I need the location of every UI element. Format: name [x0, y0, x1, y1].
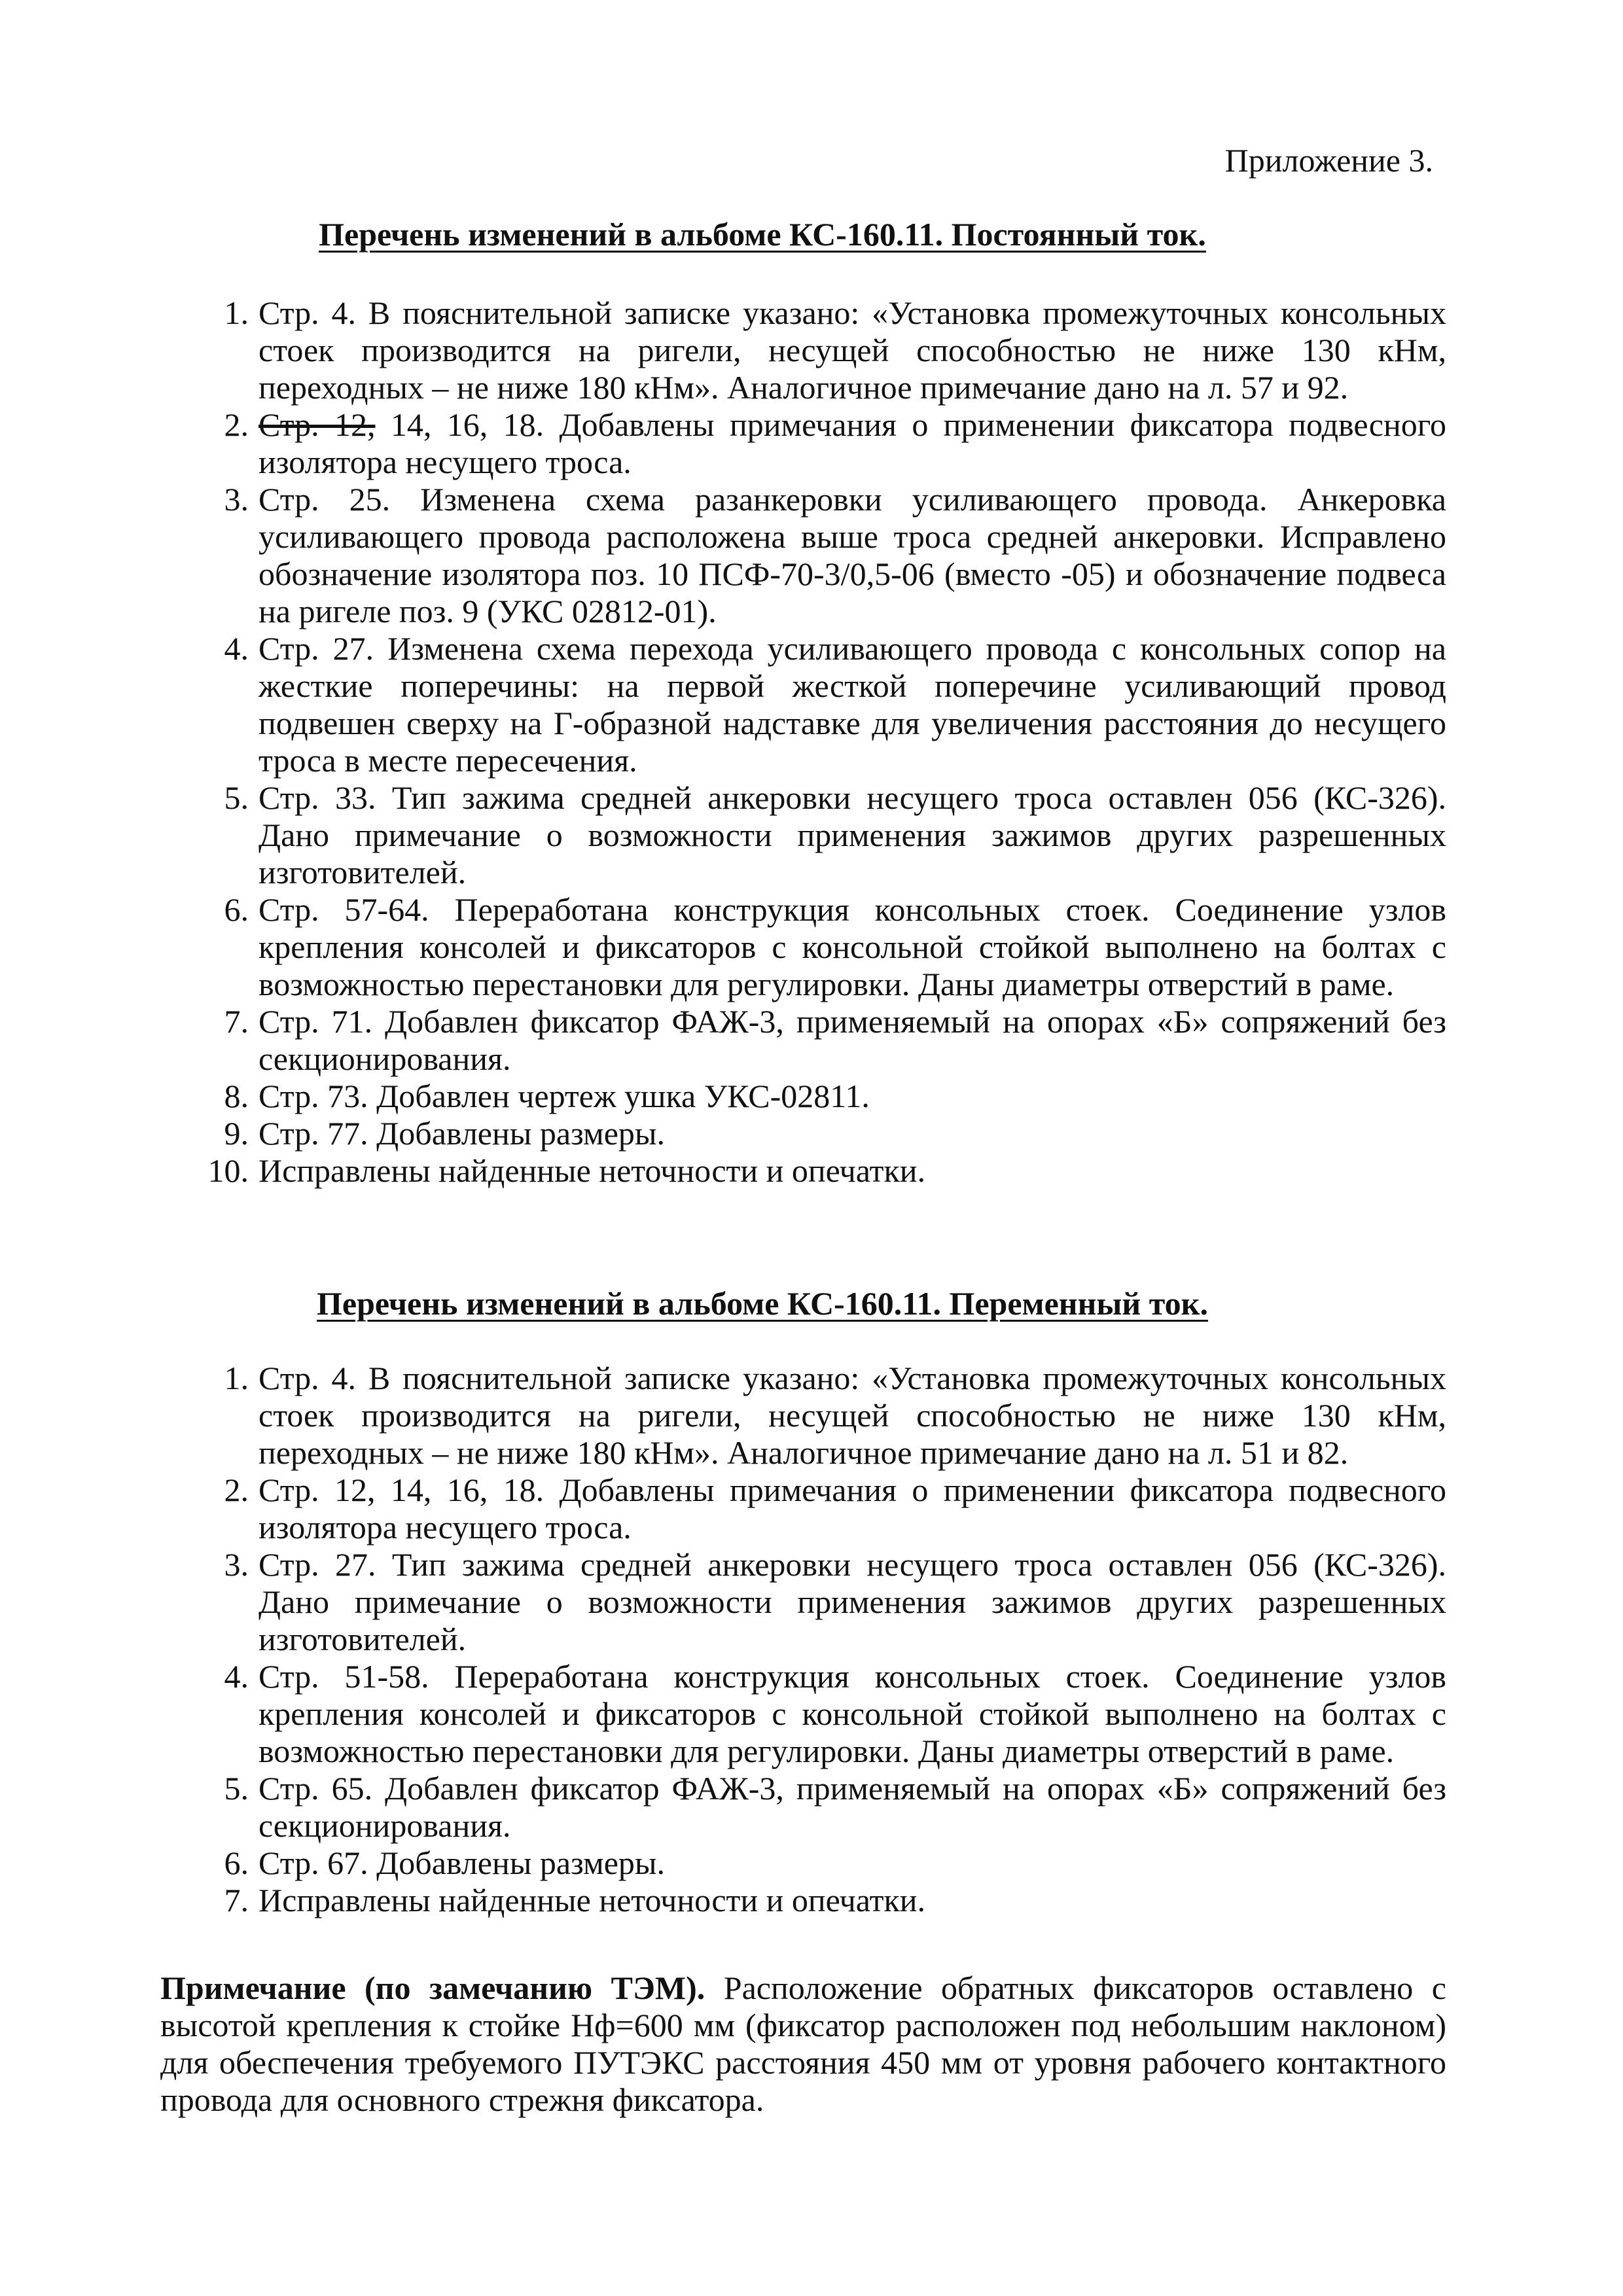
item-text-struck: Стр. 12,	[259, 406, 376, 443]
list-item	[196, 1360, 1446, 1472]
list-item	[196, 481, 1446, 630]
item-number: 7.	[224, 1882, 249, 1918]
changes-list-ac	[196, 1360, 1446, 1919]
list-item	[196, 406, 1446, 481]
list-item	[196, 1546, 1446, 1658]
item-text: Стр. 65. Добавлен фиксатор ФАЖ-3, применяемый на опорах «Б» сопряжений без секционирования.	[259, 1770, 1446, 1844]
list-item	[196, 294, 1446, 406]
item-number: 8.	[224, 1078, 249, 1114]
list-item	[196, 1882, 1446, 1919]
list-item	[196, 1003, 1446, 1078]
list-item	[196, 1658, 1446, 1770]
item-text: Стр. 4. В пояснительной записке указано: «Установка промежуточных консольных стоек производится на ригели, несущей способностью не ниже 130 кНм, переходных – не ниже 180 кНм». Аналогичное примечание дано на л. 57 и 92.	[259, 294, 1446, 406]
item-number: 3.	[224, 481, 249, 518]
item-text: Стр. 71. Добавлен фиксатор ФАЖ-3, применяемый на опорах «Б» сопряжений без секционирования.	[259, 1003, 1446, 1077]
list-item	[196, 1115, 1446, 1152]
item-text: Стр. 51-58. Переработана конструкция консольных стоек. Соединение узлов крепления консолей и фиксаторов с консольной стойкой выполнено на болтах с возможностью перестановки для регулировки. Даны диаметры отверстий в раме.	[259, 1658, 1446, 1769]
note-paragraph	[160, 1969, 1446, 2119]
list-item	[196, 891, 1446, 1003]
item-text: Исправлены найденные неточности и опечатки.	[259, 1882, 926, 1918]
changes-list-dc	[196, 294, 1446, 1190]
item-number: 2.	[224, 406, 249, 443]
item-number: 10.	[207, 1152, 249, 1189]
item-number: 9.	[224, 1115, 249, 1152]
list-item	[196, 630, 1446, 779]
item-number: 6.	[224, 1845, 249, 1881]
item-number: 4.	[224, 1658, 249, 1695]
note-text: Расположение обратных фиксаторов оставлено с высотой крепления к стойке Нф=600 мм (фиксатор расположен под небольшим наклоном) для обеспечения требуемого ПУТЭКС расстояния 450 мм от уровня рабочего контактного провода для основного стрежня фиксатора.	[160, 1969, 1446, 2118]
list-item	[196, 1152, 1446, 1190]
item-number: 7.	[224, 1003, 249, 1040]
list-item	[196, 779, 1446, 891]
item-number: 2.	[224, 1472, 249, 1508]
item-text: Стр. 27. Тип зажима средней анкеровки несущего троса оставлен 056 (КС-326). Дано примечание о возможности применения зажимов других разрешенных изготовителей.	[259, 1546, 1446, 1657]
item-text: Стр. 12, 14, 16, 18. Добавлены примечания о применении фиксатора подвесного изолятора несущего троса.	[259, 1472, 1446, 1545]
list-item	[196, 1845, 1446, 1882]
section-title-ac: Перечень изменений в альбоме КС-160.11. Переменный ток.	[317, 1285, 1208, 1322]
section-title-dc: Перечень изменений в альбоме КС-160.11. Постоянный ток.	[319, 216, 1206, 253]
item-number: 5.	[224, 1770, 249, 1807]
item-text: 14, 16, 18. Добавлены примечания о применении фиксатора подвесного изолятора несущего троса.	[259, 406, 1446, 480]
list-item	[196, 1770, 1446, 1845]
item-number: 3.	[224, 1546, 249, 1583]
item-text: Стр. 77. Добавлены размеры.	[259, 1115, 665, 1152]
list-item	[196, 1078, 1446, 1115]
note-label: Примечание (по замечанию ТЭМ).	[160, 1969, 705, 2006]
item-text: Стр. 57-64. Переработана конструкция консольных стоек. Соединение узлов крепления консолей и фиксаторов с консольной стойкой выполнено на болтах с возможностью перестановки для регулировки. Даны диаметры отверстий в раме.	[259, 891, 1446, 1002]
item-text: Стр. 27. Изменена схема перехода усиливающего провода с консольных сопор на жесткие поперечины: на первой жесткой поперечине усиливающий провод подвешен сверху на Г-образной надставке для увеличения расстояния до несущего троса в месте пересечения.	[259, 630, 1446, 779]
appendix-label: Приложение 3.	[1224, 142, 1433, 179]
item-text: Исправлены найденные неточности и опечатки.	[259, 1152, 926, 1189]
item-text: Стр. 33. Тип зажима средней анкеровки несущего троса оставлен 056 (КС-326). Дано примечание о возможности применения зажимов других разрешенных изготовителей.	[259, 779, 1446, 891]
list-item	[196, 1472, 1446, 1546]
item-text: Стр. 67. Добавлены размеры.	[259, 1845, 665, 1881]
item-text: Стр. 73. Добавлен чертеж ушка УКС-02811.	[259, 1078, 870, 1114]
item-number: 5.	[224, 779, 249, 816]
item-text: Стр. 4. В пояснительной записке указано: «Установка промежуточных консольных стоек производится на ригели, несущей способностью не ниже 130 кНм, переходных – не ниже 180 кНм». Аналогичное примечание дано на л. 51 и 82.	[259, 1360, 1446, 1471]
item-number: 4.	[224, 630, 249, 667]
item-number: 1.	[224, 1360, 249, 1396]
item-number: 6.	[224, 891, 249, 928]
item-number: 1.	[224, 294, 249, 331]
item-text: Стр. 25. Изменена схема разанкеровки усиливающего провода. Анкеровка усиливающего провода расположена выше троса средней анкеровки. Исправлено обозначение изолятора поз. 10 ПСФ-70-3/0,5-06 (вместо -05) и обозначение подвеса на ригеле поз. 9 (УКС 02812-01).	[259, 481, 1446, 629]
